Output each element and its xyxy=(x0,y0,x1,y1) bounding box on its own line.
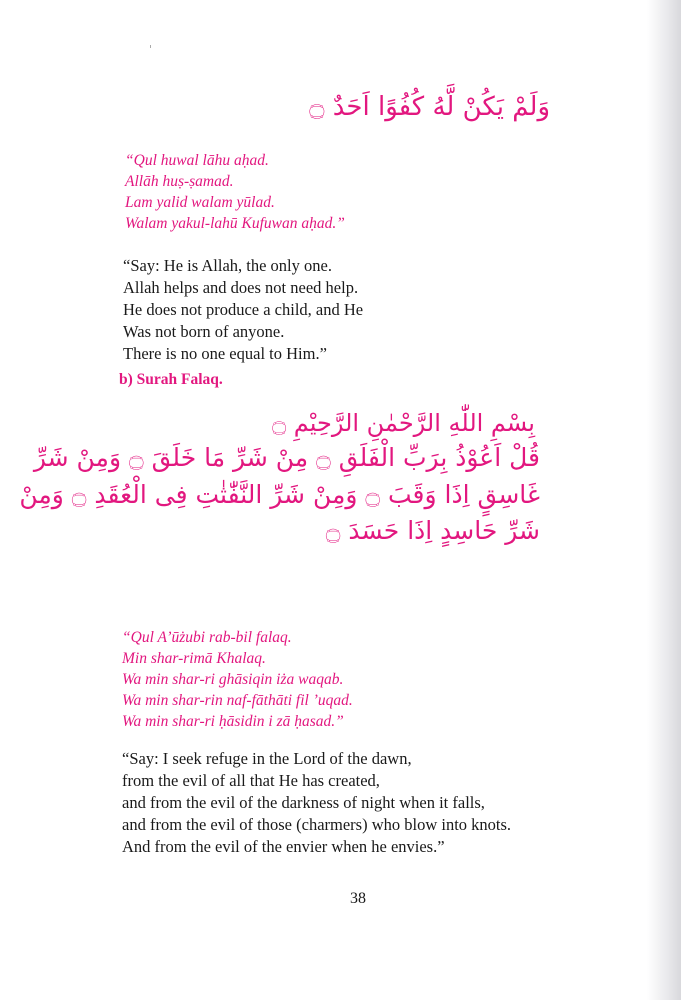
arabic-basmala: بِسْمِ اللّٰهِ الرَّحْمٰنِ الرَّحِيْمِ ۝ xyxy=(272,409,535,437)
arabic-verse-line: غَاسِقٍ اِذَا وَقَبَ ۝ وَمِنْ شَرِّ النَّفّٰثٰتِ فِى الْعُقَدِ ۝ وَمِنْ xyxy=(19,480,540,509)
translation-line: Was not born of anyone. xyxy=(123,322,285,341)
transliteration-line: Wa min shar-ri ḥāsidin i zā ḥasad.” xyxy=(122,713,344,730)
transliteration-falaq xyxy=(122,627,442,732)
transliteration-line: Allāh huṣ-ṣamad. xyxy=(125,173,234,190)
translation-line: “Say: He is Allah, the only one. xyxy=(123,256,332,275)
arabic-verse-line: شَرِّ حَاسِدٍ اِذَا حَسَدَ ۝ xyxy=(325,516,540,545)
translation-line: He does not produce a child, and He xyxy=(123,300,364,319)
arabic-verse-line: قُلْ اَعُوْذُ بِرَبِّ الْفَلَقِ ۝ مِنْ شَرِّ مَا خَلَقَ ۝ وَمِنْ شَرِّ xyxy=(33,443,540,472)
section-heading-falaq: b) Surah Falaq. xyxy=(119,371,223,388)
translation-line: There is no one equal to Him.” xyxy=(123,344,327,363)
translation-line: And from the evil of the envier when he envies.” xyxy=(122,837,445,856)
translation-line: Allah helps and does not need help. xyxy=(123,278,359,297)
translation-falaq xyxy=(122,748,542,858)
translation-line: “Say: I seek refuge in the Lord of the dawn, xyxy=(122,749,412,768)
paper-speck xyxy=(150,45,151,48)
page-number: 38 xyxy=(350,890,366,907)
transliteration-line: Wa min shar-ri ghāsiqin iża waqab. xyxy=(122,671,344,688)
translation-line: from the evil of all that He has created, xyxy=(122,771,380,790)
arabic-verse-ikhlas-ending: وَلَمْ يَكُنْ لَّهُ كُفُوًا اَحَدٌ ۝ xyxy=(309,92,550,122)
translation-ikhlas xyxy=(123,255,443,365)
transliteration-line: “Qul huwal lāhu aḥad. xyxy=(125,152,269,169)
transliteration-line: Wa min shar-rin naf-fāthāti fil ’uqad. xyxy=(122,692,353,709)
transliteration-line: Min shar-rimā Khalaq. xyxy=(122,650,266,667)
transliteration-line: “Qul A’ūżubi rab-bil falaq. xyxy=(122,629,292,646)
transliteration-ikhlas xyxy=(125,150,425,234)
transliteration-line: Walam yakul-lahū Kufuwan aḥad.” xyxy=(125,215,345,232)
translation-line: and from the evil of the darkness of night when it falls, xyxy=(122,793,485,812)
transliteration-line: Lam yalid walam yūlad. xyxy=(125,194,275,211)
translation-line: and from the evil of those (charmers) who blow into knots. xyxy=(122,815,512,834)
